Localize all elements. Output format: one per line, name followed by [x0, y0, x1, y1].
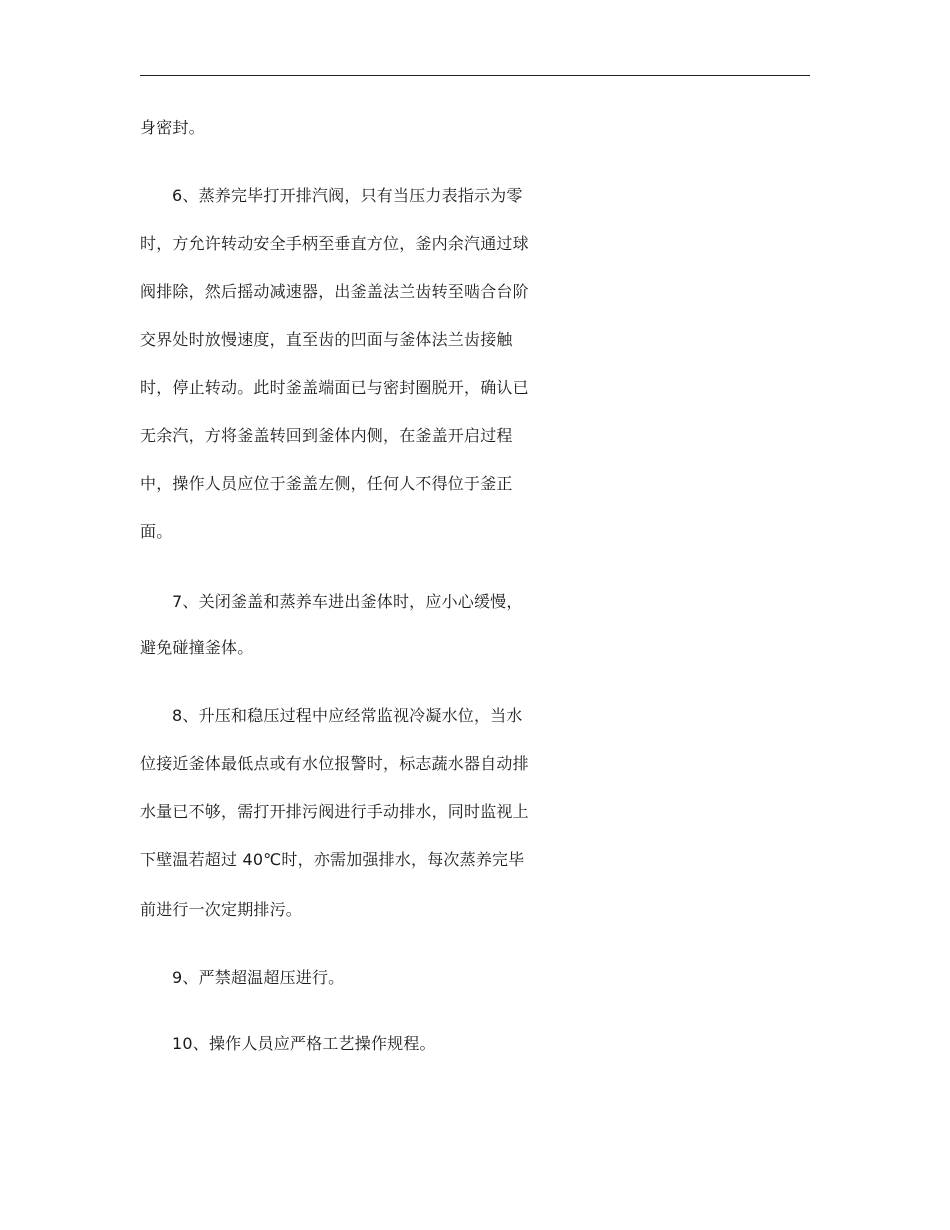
text-line: 面。 — [140, 522, 173, 541]
text-line: 无余汽，方将釜盖转回到釜体内侧，在釜盖开启过程 — [140, 426, 513, 445]
text-line: 位接近釜体最低点或有水位报警时，标志蔬水器自动排 — [140, 754, 529, 773]
text-line: 身密封。 — [140, 118, 205, 137]
text-line: 下壁温若超过 40℃时，亦需加强排水，每次蒸养完毕 — [140, 850, 525, 869]
text-line: 10、操作人员应严格工艺操作规程。 — [172, 1034, 436, 1053]
text-line: 前进行一次定期排污。 — [140, 900, 303, 919]
text-line: 时，方允许转动安全手柄至垂直方位，釜内余汽通过球 — [140, 234, 529, 253]
text-line: 阀排除，然后摇动减速器，出釜盖法兰齿转至啮合台阶 — [140, 282, 529, 301]
header-rule — [140, 75, 810, 76]
text-line: 交界处时放慢速度，直至齿的凹面与釜体法兰齿接触 — [140, 330, 513, 349]
text-line: 避免碰撞釜体。 — [140, 638, 254, 657]
text-line: 6、蒸养完毕打开排汽阀，只有当压力表指示为零 — [172, 186, 523, 205]
text-line: 中，操作人员应位于釜盖左侧，任何人不得位于釜正 — [140, 474, 513, 493]
text-line: 7、关闭釜盖和蒸养车进出釜体时，应小心缓慢， — [172, 592, 523, 611]
text-line: 9、严禁超温超压进行。 — [172, 968, 345, 987]
text-line: 8、升压和稳压过程中应经常监视冷凝水位，当水 — [172, 706, 523, 725]
text-line: 水量已不够，需打开排污阀进行手动排水，同时监视上 — [140, 802, 529, 821]
text-line: 时，停止转动。此时釜盖端面已与密封圈脱开，确认已 — [140, 378, 529, 397]
